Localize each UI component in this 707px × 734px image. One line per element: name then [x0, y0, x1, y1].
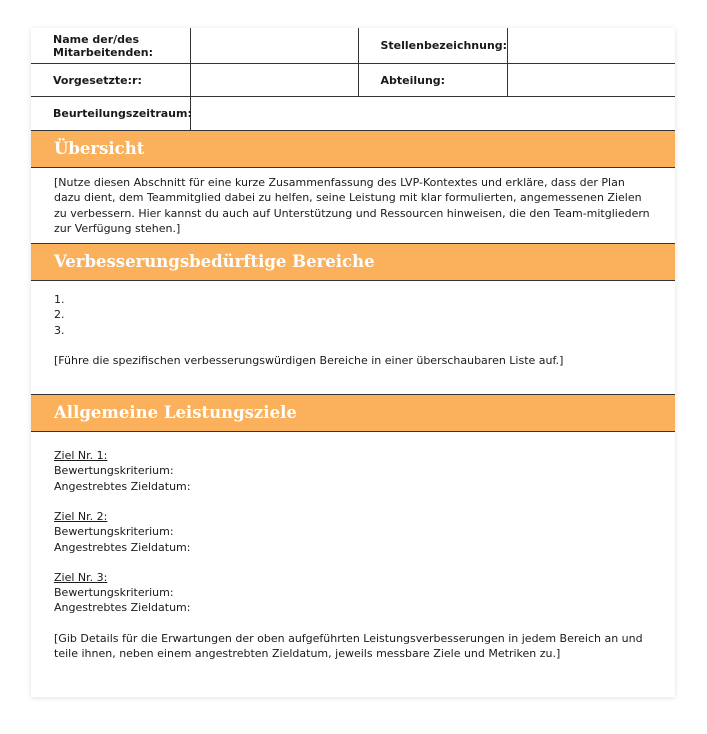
list-item: 1. — [54, 293, 65, 307]
list-item: 2. — [54, 308, 65, 322]
employee-info-table — [31, 28, 675, 131]
goal-1 — [31, 432, 675, 494]
goal-3-criterion: Bewertungskriterium: — [54, 586, 174, 600]
overview-text: [Nutze diesen Abschnitt für eine kurze Zusammenfassung des LVP-Kontextes und erkläre, dass der Plan dazu dient, dem Teammitglied dabei zu helfen, seine Leistung mit klar formulierten, angemessenen Zielen zu verbessern. Hier kannst du auch auf Unterstützung und Ressourcen hinweisen, die den Team-mitgliedern zur Verfügung stehen.] — [54, 176, 650, 235]
employee-name-label: Name der/des Mitarbeitenden: — [31, 28, 190, 64]
department-label: Abteilung: — [358, 64, 507, 97]
supervisor-field[interactable] — [190, 64, 358, 97]
employee-name-field[interactable] — [190, 28, 358, 64]
overview-heading: Übersicht — [31, 131, 675, 168]
job-title-label: Stellenbezeichnung: — [358, 28, 507, 64]
goal-1-target-date: Angestrebtes Zieldatum: — [54, 479, 191, 493]
improvement-areas-heading: Verbesserungsbedürftige Bereiche — [31, 244, 675, 281]
review-period-label: Beurteilungszeitraum: — [31, 97, 190, 131]
document-page — [31, 28, 675, 697]
goal-3 — [31, 555, 675, 616]
improvement-areas-hint: [Führe die spezifischen verbesserungswürdigen Bereiche in einer überschaubaren Liste auf.] — [54, 354, 564, 368]
review-period-field[interactable] — [190, 97, 675, 131]
performance-goals-heading: Allgemeine Leistungsziele — [31, 395, 675, 432]
supervisor-label: Vorgesetzte:r: — [31, 64, 190, 97]
list-item: 3. — [54, 323, 65, 337]
goal-1-criterion: Bewertungskriterium: — [54, 464, 174, 478]
goal-2 — [31, 494, 675, 555]
performance-goals-hint: [Gib Details für die Erwartungen der oben aufgeführten Leistungsverbesserungen in jedem Bereich an und teile ihnen, neben einem angestrebten Zieldatum, jeweils messbare Ziele und Metriken zu.] — [54, 631, 643, 661]
goal-2-target-date: Angestrebtes Zieldatum: — [54, 540, 191, 554]
goal-2-criterion: Bewertungskriterium: — [54, 525, 174, 539]
goal-1-label: Ziel Nr. 1: — [54, 449, 108, 463]
job-title-field[interactable] — [507, 28, 675, 64]
goal-3-target-date: Angestrebtes Zieldatum: — [54, 601, 191, 615]
improvement-areas-list — [31, 281, 675, 338]
goal-3-label: Ziel Nr. 3: — [54, 570, 108, 584]
goal-2-label: Ziel Nr. 2: — [54, 509, 108, 523]
department-field[interactable] — [507, 64, 675, 97]
